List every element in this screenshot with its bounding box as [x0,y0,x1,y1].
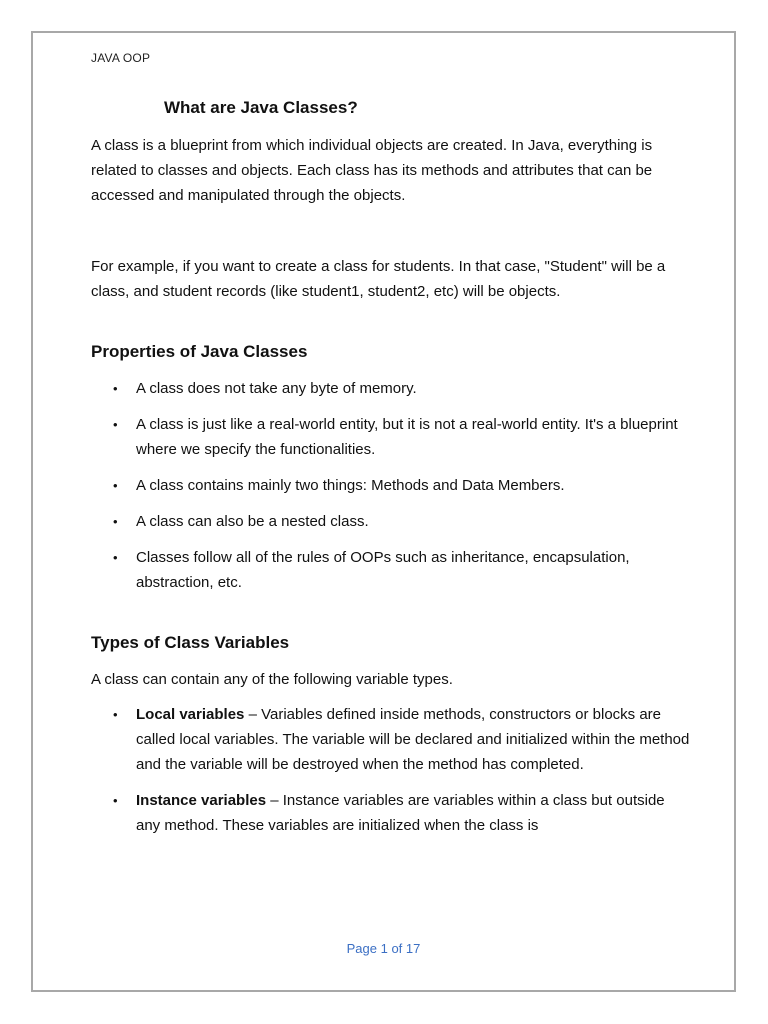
document-page [31,31,736,992]
page-content [91,96,691,849]
running-header: JAVA OOP [91,51,151,65]
bullet-icon: • [113,707,118,722]
variable-description: – Variables defined inside methods, constructors or blocks are called local variables. The variable will be declared and initialized within the method and the variable will be destroyed when the method has completed. [136,706,690,773]
list-item [91,376,691,401]
list-item-text: A class can also be a nested class. [136,513,369,530]
page-title: What are Java Classes? [164,98,358,117]
bullet-icon: • [113,793,118,808]
variable-description: – Instance variables are variables within a class but outside any method. These variables are initialized when the class is [136,792,665,834]
bullet-icon: • [113,550,118,565]
list-item [91,788,691,838]
example-paragraph: For example, if you want to create a class for students. In that case, "Student" will be a class, and student records (like student1, student2, etc) will be objects. [91,258,666,300]
list-item-text: A class is just like a real-world entity, but it is not a real-world entity. It's a blueprint where we specify the functionalities. [136,416,678,458]
variable-term: Local variables [136,706,245,723]
list-item-text: A class does not take any byte of memory. [136,380,417,397]
bullet-icon: • [113,381,118,396]
bullet-icon: • [113,514,118,529]
list-item [91,702,691,777]
properties-list [91,376,691,595]
intro-paragraph: A class is a blueprint from which individual objects are created. In Java, everything is related to classes and objects. Each class has its methods and attributes that can be accessed and manipulated through the objects. [91,137,653,204]
list-item [91,473,691,498]
list-item-text: A class contains mainly two things: Methods and Data Members. [136,477,565,494]
list-item-text: Classes follow all of the rules of OOPs such as inheritance, encapsulation, abstraction, etc. [136,549,630,591]
list-item [91,509,691,534]
types-intro-paragraph: A class can contain any of the following variable types. [91,671,453,688]
list-item [91,412,691,462]
variables-list [91,702,691,838]
bullet-icon: • [113,417,118,432]
bullet-icon: • [113,478,118,493]
types-heading: Types of Class Variables [91,633,290,652]
properties-heading: Properties of Java Classes [91,342,308,361]
variable-term: Instance variables [136,792,267,809]
page-number: Page 1 of 17 [346,941,421,956]
list-item [91,545,691,595]
